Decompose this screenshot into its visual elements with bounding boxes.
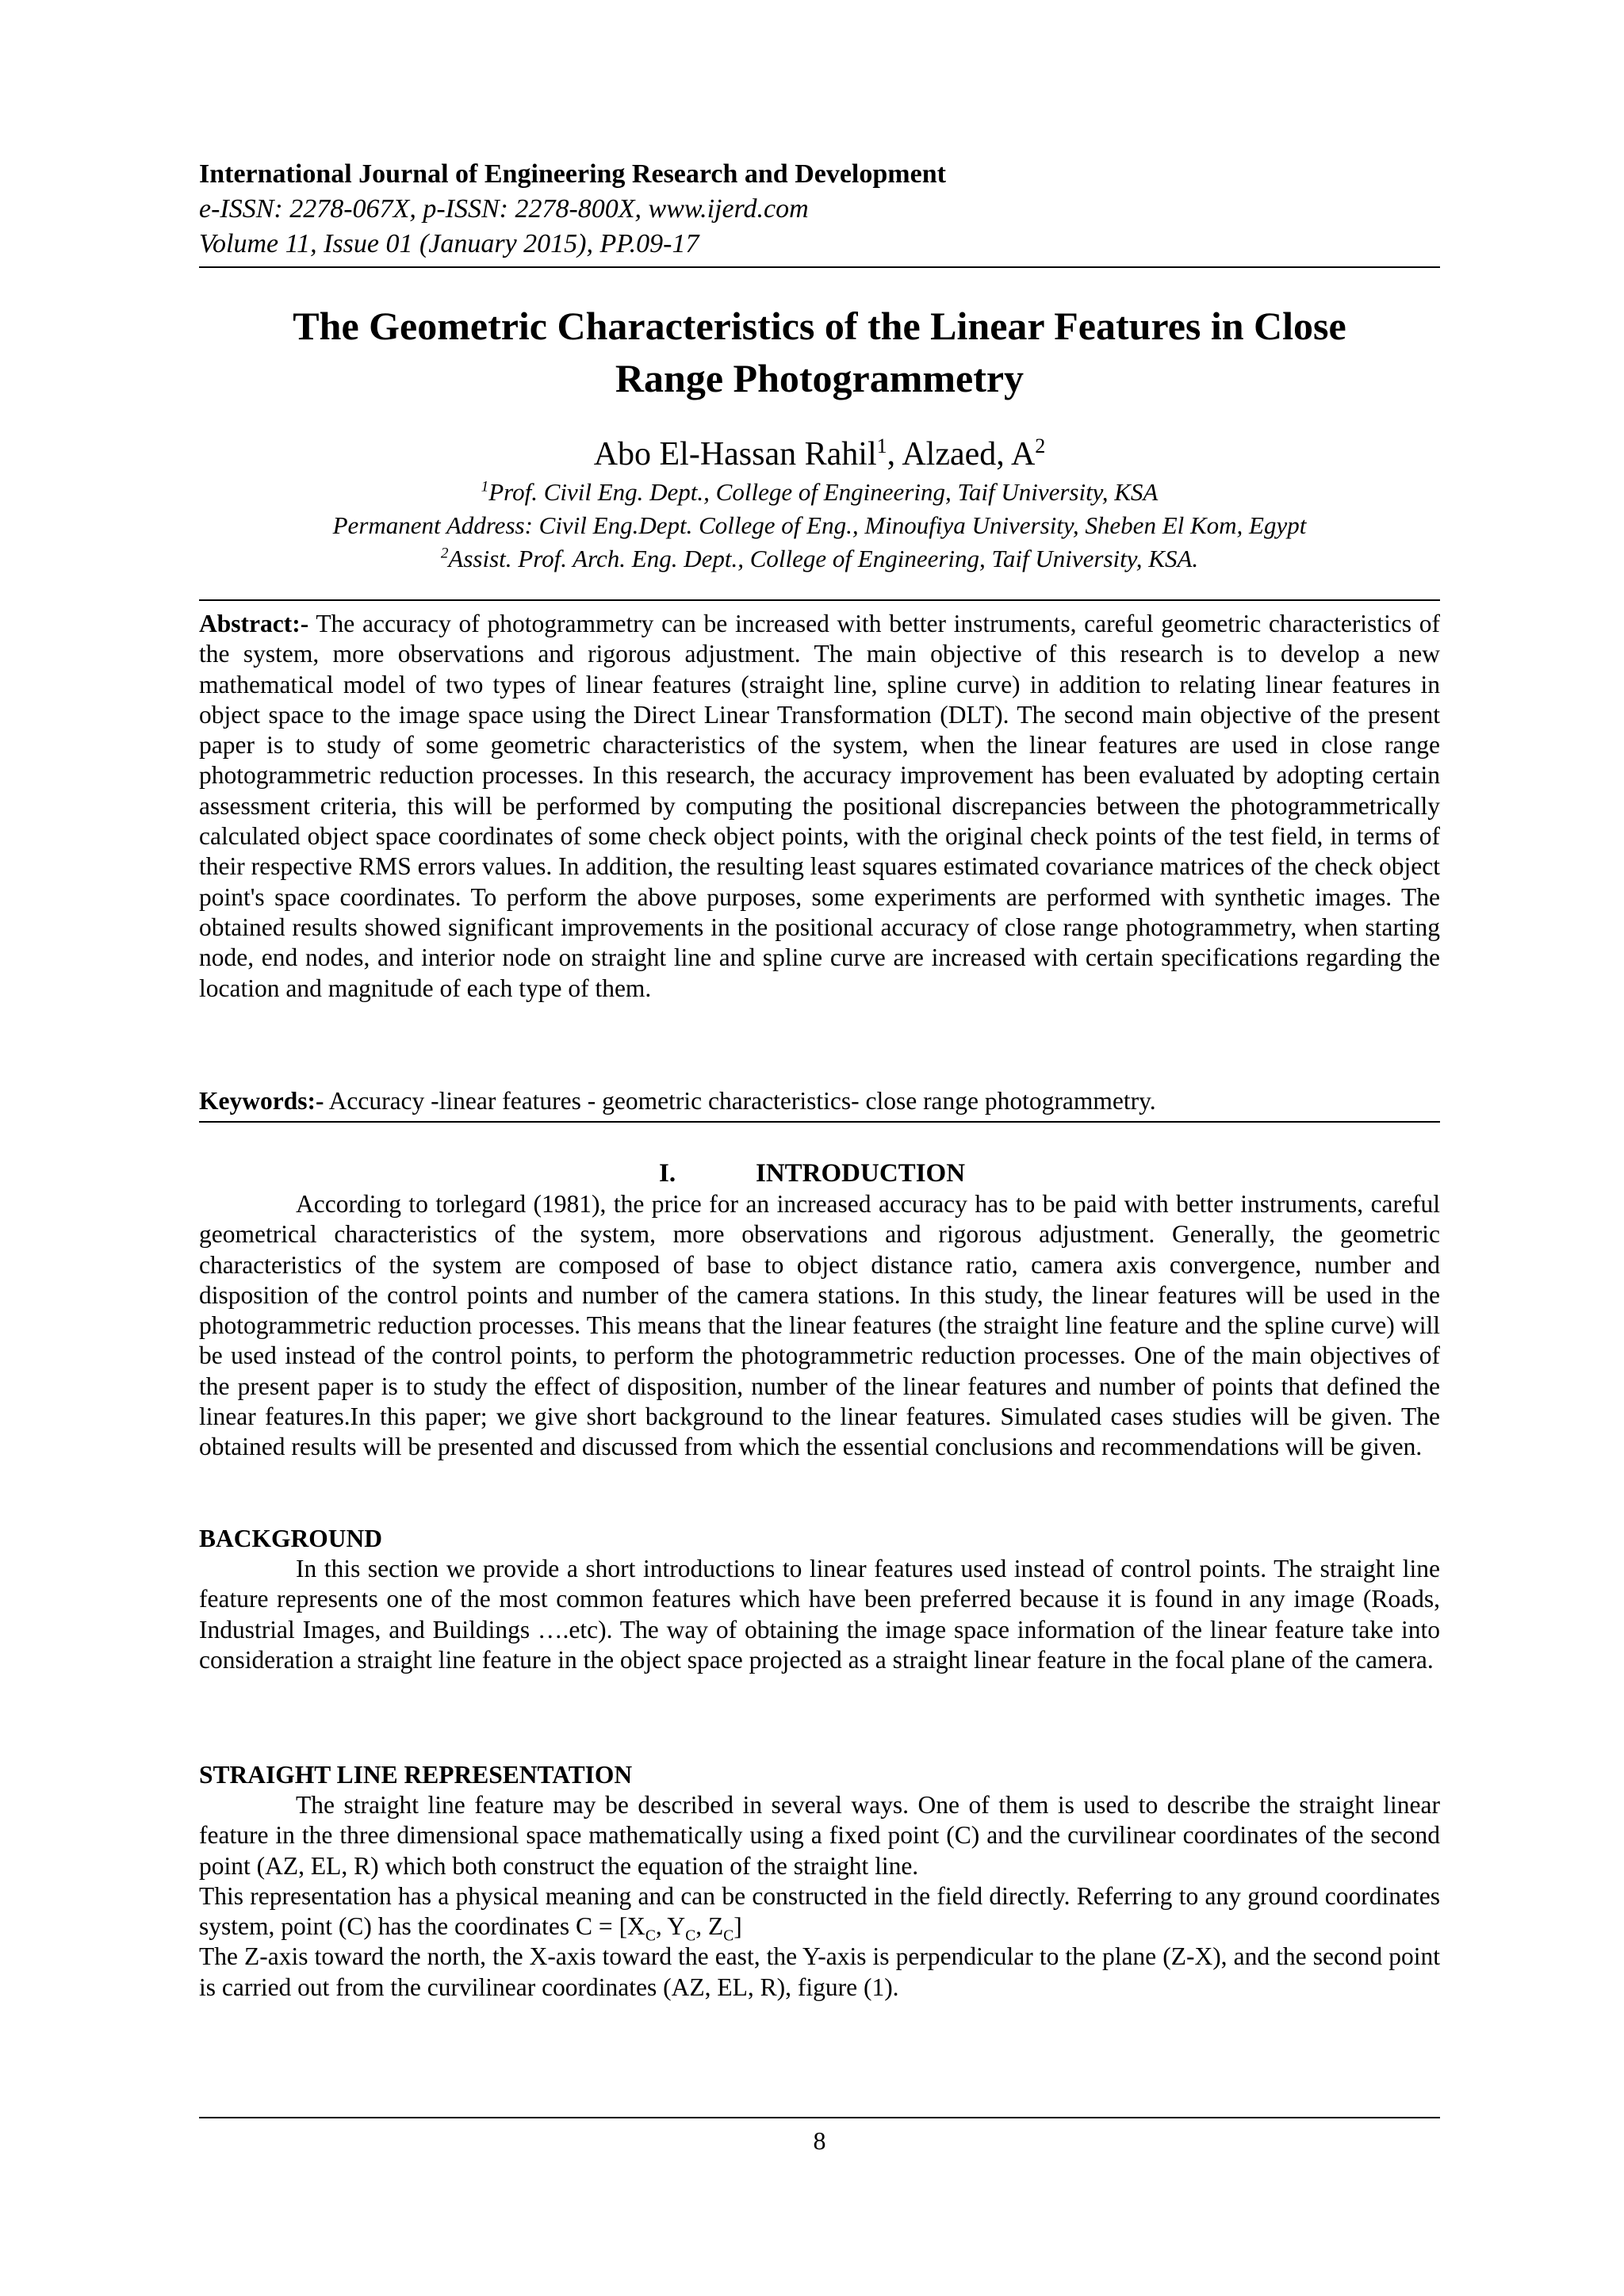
abstract-label: Abstract:- — [199, 610, 309, 637]
author-2: Alzaed, A — [902, 436, 1036, 473]
straight-line-paragraph-1: The straight line feature may be described in several ways. One of them is used to describe the straight linear feature in the three dimensional space mathematically using a fixed point (C) and the curvilinear coordinates of the second point (AZ, EL, R) which both construct the equation of the straight line. — [199, 1791, 1440, 1880]
permanent-address: Permanent Address: Civil Eng.Dept. College of Eng., Minoufiya University, Sheben El Kom, Egypt — [332, 511, 1307, 539]
straight-line-heading: STRAIGHT LINE REPRESENTATION — [199, 1761, 633, 1789]
straight-line-paragraph-2 — [199, 1881, 1440, 1945]
affiliation-1-sup: 1 — [481, 478, 489, 496]
sep-z: , Z — [695, 1912, 724, 1941]
abstract-text: The accuracy of photogrammetry can be increased with better instruments, careful geometric characteristics of the system, more observations and rigorous adjustment. The main objective of this research is to develop a new mathematical model of two types of linear features (straight line, spline curve) in addition to relating linear features in object space to the image space using the Direct Linear Transformation (DLT). The second main objective of the present paper is to study of some geometric characteristics of the system, when the linear features are used in close range photogrammetric reduction processes. In this research, the accuracy improvement has been evaluated by adopting certain assessment criteria, this will be performed by computing the positional discrepancies between the photogrammetrically calculated object space coordinates of some check object points, with the original check points of the test field, in terms of their respective RMS errors values. In addition, the resulting least squares estimated covariance matrices of the check object point's space coordinates. To perform the above purposes, some experiments are performed with synthetic images. The obtained results showed significant improvements in the positional accuracy of close range photogrammetry, when starting node, end nodes, and interior node on straight line and spline curve are increased with certain specifications regarding the location and magnitude of each type of them. — [199, 610, 1440, 1002]
author-2-sup: 2 — [1035, 434, 1046, 457]
straight-line-paragraph-2-text: This representation has a physical meaning and can be constructed in the field directly. Referring to any ground coordinates system, point (C) has the coordinates C = [X — [199, 1881, 1440, 1941]
author-1-sup: 1 — [876, 434, 887, 457]
sub-xc: C — [645, 1927, 656, 1945]
paper-title — [199, 300, 1440, 404]
background-paragraph: In this section we provide a short introductions to linear features used instead of control points. The straight line feature represents one of the most common features which have been preferred because it is found in any image (Roads, Industrial Images, and Buildings ….etc). The way of obtaining the image space information of the linear feature take into consideration a straight line feature in the object space projected as a straight linear feature in the focal plane of the camera. — [199, 1555, 1440, 1674]
introduction-body — [199, 1189, 1440, 1463]
straight-line-paragraph-3: The Z-axis toward the north, the X-axis toward the east, the Y-axis is perpendicular to the plane (Z-X), and the second point is carried out from the curvilinear coordinates (AZ, EL, R), figure (1). — [199, 1942, 1440, 2001]
affiliation-2 — [199, 542, 1440, 576]
abstract — [199, 609, 1440, 1004]
header-rule — [199, 266, 1440, 268]
paper-title-line-2: Range Photogrammetry — [615, 356, 1025, 400]
bracket-close: ] — [733, 1912, 742, 1941]
introduction-paragraph: According to torlegard (1981), the price for an increased accuracy has to be paid with better instruments, careful geometrical characteristics of the system, more observations and rigorous adjustment. Generally, the geometric characteristics of the system are composed of base to object distance ratio, camera axis convergence, number and disposition of the control points and number of the camera stations. In this study, the linear features will be used in the photogrammetric reduction processes. This means that the linear features (the straight line feature and the spline curve) will be used instead of the control points, to perform the photogrammetric reduction processes. One of the main objectives of the present paper is to study the effect of disposition, number of the linear features and number of points that defined the linear features.In this paper; we give short background to the linear features. Simulated cases studies will be given. The obtained results will be presented and discussed from which the essential conclusions and recommendations will be given. — [199, 1190, 1440, 1461]
section-number: I. — [659, 1159, 676, 1188]
affiliation-2-text: Assist. Prof. Arch. Eng. Dept., College of Engineering, Taif University, KSA. — [448, 545, 1199, 572]
keywords-text: Accuracy -linear features - geometric characteristics- close range photogrammetry. — [324, 1087, 1156, 1115]
keywords — [199, 1086, 1440, 1116]
title-block — [199, 300, 1440, 576]
sub-yc: C — [685, 1927, 696, 1945]
author-separator: , — [887, 436, 902, 473]
issn-line: e-ISSN: 2278-067X, p-ISSN: 2278-800X, www.ijerd.com — [199, 194, 809, 224]
journal-header — [199, 157, 1440, 262]
paper-page — [199, 0, 1440, 2296]
keywords-label: Keywords:- — [199, 1087, 324, 1115]
background-heading: BACKGROUND — [199, 1525, 383, 1552]
author-list — [199, 433, 1440, 476]
sub-zc: C — [723, 1927, 734, 1945]
paper-title-line-1: The Geometric Characteristics of the Linear Features in Close — [293, 304, 1346, 348]
footer-rule — [199, 2117, 1440, 2118]
background-section — [199, 1524, 1440, 1675]
affiliation-1 — [199, 476, 1440, 509]
affiliation-1-text: Prof. Civil Eng. Dept., College of Engineering, Taif University, KSA — [488, 478, 1159, 506]
abstract-top-rule — [199, 599, 1440, 601]
straight-line-section — [199, 1760, 1440, 2003]
sep-y: , Y — [655, 1912, 686, 1941]
keywords-rule — [199, 1121, 1440, 1123]
volume-line: Volume 11, Issue 01 (January 2015), PP.09-17 — [199, 229, 699, 258]
section-title: INTRODUCTION — [756, 1159, 966, 1188]
author-1: Abo El-Hassan Rahil — [593, 436, 877, 473]
affiliation-2-sup: 2 — [440, 545, 449, 562]
journal-name: International Journal of Engineering Research and Development — [199, 159, 946, 189]
page-number: 8 — [813, 2126, 826, 2155]
